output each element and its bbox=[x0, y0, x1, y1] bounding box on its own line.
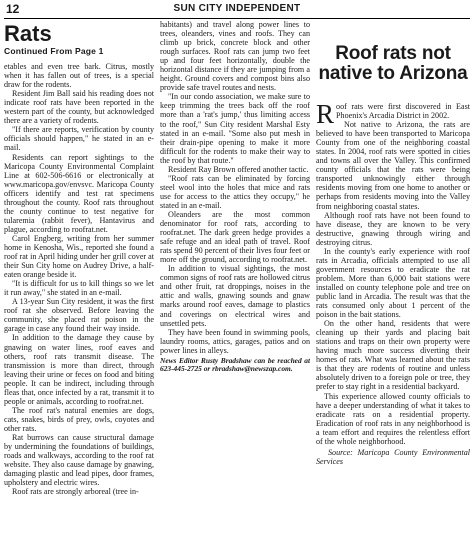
page-header bbox=[4, 2, 470, 19]
article-paragraph: Rat burrows can cause structural damage by undermining the foundations of buildings, roads and walkways, according to the roof rat website. They also cause damage by gnawing, damaging plastic and lead pipes, door frames, upholstery and electric wires. bbox=[4, 432, 154, 488]
article-paragraph: In addition to the damage they cause by gnawing on water lines, roof eaves and others, roof rats transmit disease. The transmission is more than direct, through leaving their urine or feces on food and biting people. It can be indirect, including through fleas that, once infected by a rat, transmit it to people or animals, according to roofrat.net. bbox=[4, 333, 154, 406]
newspaper-name: SUN CITY INDEPENDENT bbox=[173, 3, 301, 14]
sidebar-paragraph: Roof rats were first discovered in East Phoenix's Arcadia District in 2002. bbox=[316, 99, 470, 129]
continued-from-label: Continued From Page 1 bbox=[4, 46, 104, 56]
article-paragraph: The roof rat's natural enemies are dogs, cats, snakes, birds of prey, owls, coyotes and other rats. bbox=[4, 405, 154, 433]
sidebar-source: Source: Maricopa County Environmental Services bbox=[316, 447, 470, 466]
article-column-1 bbox=[4, 20, 154, 536]
article-paragraph: Resident Jim Ball said his reading does not indicate roof rats have been reported in the western part of the county, but acknowledged there are a variety of rodents. bbox=[4, 89, 154, 126]
article-paragraph: Resident Ray Brown offered another tactic. bbox=[168, 164, 309, 174]
article-paragraph: "It is difficult for us to kill things so we let it run away," she stated in an e-mail. bbox=[4, 279, 154, 298]
article-paragraph: Roof rats are strongly arboreal (tree in- bbox=[12, 487, 139, 497]
article-column-2 bbox=[160, 20, 310, 536]
article-paragraph: Carol Engberg, writing from her summer home in Kenosha, Wis., reported she found a roof rat in April hiding under her grill cover at their Sun City home on Audrey Drive, a half-eaten orange beside it. bbox=[4, 233, 154, 280]
page-number: 12 bbox=[6, 2, 20, 16]
article-paragraph: etables and even tree bark. Citrus, mostly when it has fallen out of trees, is a special draw for the rodents. bbox=[4, 62, 154, 90]
sidebar-paragraph: Not native to Arizona, the rats are believed to have been transported to Maricopa County from one of the neighboring coastal states. In 2004, roof rats were spotted in cities and towns all over the Valley. This confirmed county officials that the rats were being transported unknowingly either through residents moving from one home to another or perhaps from residents moving into the Valley from neighboring coastal states. bbox=[316, 120, 470, 211]
sidebar-headline-line-1: Roof rats not bbox=[335, 43, 451, 64]
sidebar-paragraph: On the other hand, residents that were cleaning up their yards and placing bait stations and traps on their own property were having much more success diverting their homes of rats. What was learned about the rats is that they are rodents of routine and unless absolutely driven to a foreign pole or tree, they prefer to stay right in a residential backyard. bbox=[316, 319, 470, 392]
drop-cap: R bbox=[316, 99, 335, 129]
article-paragraph: "In our condo association, we make sure to keep trimming the trees back off the roof more than a 'rat's jump,' thus limiting access to the roof," Sun City resident Marshal Esty stated in an e-mail. "Some also put mesh in their drain-pipe opening to make it more difficult for the rodents to make their way to the roof by that route." bbox=[160, 92, 310, 165]
author-credit: News Editor Rusty Bradshaw can be reached at 623-445-2725 or rbradshaw@newszap.com. bbox=[160, 355, 310, 374]
sidebar-column bbox=[316, 20, 470, 536]
article-paragraph: "If there are reports, verification by county officials should happen," he stated in an e-mail. bbox=[4, 125, 154, 153]
sidebar-paragraph: Although roof rats have not been found to have disease, they are known to be very destructive, gnawing through wiring and destroying citrus. bbox=[316, 210, 470, 247]
article-paragraph: In addition to visual sightings, the most common signs of roof rats are hollowed citrus and other fruit, rat droppings, noises in the attic and walls, gnawing sounds and gnaw marks around roof eaves, damage to plastics and coverings on electrical wires and unsettled pets. bbox=[160, 264, 310, 328]
article-paragraph: Oleanders are the most common denominator for roof rats, according to roofrat.net. The dark green hedge provides a safe refuge and an ideal path of travel. Roof rats spend 90 percent of their lives four feet or more off the ground, according to roofrat.net. bbox=[160, 209, 310, 265]
article-paragraph: Residents can report sightings to the Maricopa County Environmental Complaint Line at 602-506-6616 or electronically at www.maricopa.gov/envsvc. Maricopa County officers identify and test rat specimens throughout the county. Roof rats throughout the county continue to test negative for tularemia (rabbit fever), Hantavirus and plague, according to roofrat.net. bbox=[4, 152, 154, 234]
article-paragraph: habitants) and travel along power lines to trees, oleanders, vines and roofs. They can climb up brick, concrete block and other rough surfaces. Roof rats can jump two feet up and four feet horizontally, double the horizontal distance if they are jumping from a height. Ground covers and compost bins also provide safe travel routes and nests. bbox=[160, 20, 310, 93]
article-paragraph: "Roof rats can be eliminated by forcing steel wool into the holes that mice and rats use for access to the attics they occupy," he stated in an e-mail. bbox=[160, 173, 310, 210]
article-headline: Rats bbox=[4, 21, 52, 46]
sidebar-headline bbox=[316, 44, 470, 84]
article-paragraph: They have been found in swimming pools, laundry rooms, attics, garages, patios and on power lines in alleys. bbox=[160, 327, 310, 355]
sidebar-paragraph: In the county's early experience with roof rats in Arcadia, officials attempted to use all government resources to eradicate the rat problem. More than 6,000 bait stations were installed on county telephone pole and tree on public land in Arcadia. The result was that the rats consumed only about 1 percent of the poison in the bait stations. bbox=[316, 246, 470, 320]
sidebar-headline-line-2: native to Arizona bbox=[318, 63, 468, 84]
sidebar-paragraph: This experience allowed county officials to have a deeper understanding of what it takes to eradicate rats on a residential property. Eradication of roof rats in any neighborhood is a team effort and requires the relentless effort of the whole neighborhood. bbox=[316, 391, 470, 446]
article-paragraph: A 13-year Sun City resident, it was the first roof rat she observed. Before leaving the community, she placed rat poison in the garage in case any found their way inside. bbox=[4, 297, 154, 334]
